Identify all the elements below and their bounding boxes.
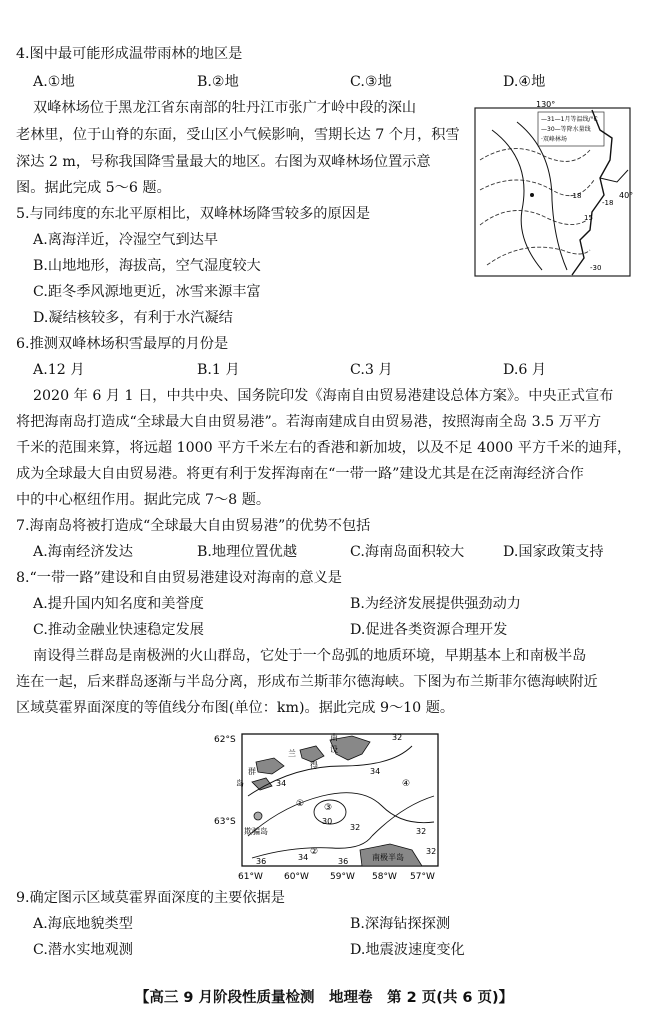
shuangfeng-location-map	[472, 100, 634, 278]
map2-lon-60: 60°W	[284, 872, 309, 882]
map2-point-1: ①	[296, 799, 305, 809]
q6-option-b: B.1 月	[197, 362, 240, 378]
q8-option-a: A.提升国内知名度和美誉度	[33, 596, 204, 612]
q4-option-c: C.③地	[350, 74, 392, 90]
map2-lon-61: 61°W	[238, 872, 263, 882]
map2-isoline-6: 32	[416, 827, 427, 836]
map2-isoline-2: 34	[370, 767, 381, 776]
map2-lon-58: 58°W	[372, 872, 397, 882]
map2-lon-57: 57°W	[410, 872, 435, 882]
shuangfeng-point	[530, 193, 534, 197]
map1-legend-isohyet: —30—等降水量线	[541, 126, 591, 133]
q4-option-a: A.①地	[33, 74, 75, 90]
passage1-line3: 深达 2 m，号称我国降雪量最大的地区。右图为双峰林场位置示意	[16, 154, 431, 170]
q5-option-a: A.离海洋近，冷湿空气到达早	[33, 232, 219, 248]
map2-isoline-1: 32	[392, 733, 403, 742]
q5-stem: 5.与同纬度的东北平原相比，双峰林场降雪较多的原因是	[16, 206, 371, 222]
q6-stem: 6.推测双峰林场积雪最厚的月份是	[16, 336, 229, 352]
page-footer: 【高三 9 月阶段性质量检测 地理卷 第 2 页(共 6 页)】	[134, 990, 514, 1006]
map1-isoline-1: -18	[570, 192, 582, 200]
map2-label-de: 得	[310, 761, 318, 770]
q9-option-d: D.地震波速度变化	[350, 942, 465, 958]
map2-lat-63: 63°S	[214, 817, 236, 827]
q6-option-d: D.6 月	[503, 362, 547, 378]
q5-option-d: D.凝结核较多，有利于水汽凝结	[33, 310, 233, 326]
map2-isoline-10: 32	[426, 847, 437, 856]
passage1-line4: 图。据此完成 5～6 题。	[16, 180, 171, 196]
map2-label-she: 设	[330, 745, 338, 754]
map2-lat-62: 62°S	[214, 735, 236, 745]
map2-label-deception: 欺骗岛	[244, 827, 268, 836]
map2-isoline-3: 34	[276, 779, 287, 788]
passage2-line4: 成为全球最大自由贸易港。将更有利于发挥海南在“一带一路”建设尤其是在泛南海经济合作	[16, 466, 584, 482]
map1-isoline-4: -30	[590, 264, 602, 272]
map2-lon-59: 59°W	[330, 872, 355, 882]
q7-option-d: D.国家政策支持	[503, 544, 604, 560]
q5-option-c: C.距冬季风源地更近，冰雪来源丰富	[33, 284, 261, 300]
map2-label-qun: 群	[248, 767, 256, 776]
passage2-line1: 2020 年 6 月 1 日，中共中央、国务院印发《海南自由贸易港建设总体方案》。中央正式宣布	[33, 388, 614, 404]
map2-label-nan: 南	[330, 733, 338, 742]
passage1-line1: 双峰林场位于黑龙江省东南部的牡丹江市张广才岭中段的深山	[33, 100, 417, 116]
moho-depth-map	[212, 726, 452, 884]
map1-lat-label: 40°	[619, 191, 634, 200]
q8-option-b: B.为经济发展提供强劲动力	[350, 596, 521, 612]
q7-option-a: A.海南经济发达	[33, 544, 133, 560]
q6-option-c: C.3 月	[350, 362, 393, 378]
map2-label-lan: 兰	[288, 749, 296, 758]
passage3-line3: 区域莫霍界面深度的等值线分布图(单位：km)。据此完成 9～10 题。	[16, 700, 455, 716]
q6-option-a: A.12 月	[33, 362, 85, 378]
map2-isoline-4: 32	[350, 823, 361, 832]
map2-point-3: ③	[324, 803, 333, 813]
passage1-line2: 老林里，位于山脊的东面，受山区小气候影响，雪期长达 7 个月，积雪	[16, 127, 460, 143]
map1-legend-forest: ·双峰林场	[541, 136, 567, 143]
map2-isoline-7: 34	[298, 853, 309, 862]
q8-option-c: C.推动金融业快速稳定发展	[33, 622, 204, 638]
q4-stem: 4.图中最可能形成温带雨林的地区是	[16, 46, 243, 62]
q5-option-b: B.山地地形，海拔高，空气湿度较大	[33, 258, 261, 274]
map2-label-dao: 岛	[236, 779, 244, 788]
q9-stem: 9.确定图示区域莫霍界面深度的主要依据是	[16, 890, 285, 906]
q7-option-b: B.地理位置优越	[197, 544, 298, 560]
map2-isoline-5: 30	[322, 817, 333, 826]
q9-option-a: A.海底地貌类型	[33, 916, 133, 932]
map2-point-2: ②	[310, 847, 319, 857]
map1-lon-label: 130°	[536, 100, 556, 109]
map1-isoline-3: 15	[584, 214, 593, 222]
q4-option-b: B.②地	[197, 74, 239, 90]
map1-isoline-2: -18	[602, 199, 614, 207]
q9-option-c: C.潜水实地观测	[33, 942, 133, 958]
passage2-line2: 将把海南岛打造成“全球最大自由贸易港”。若海南建成自由贸易港，按照海南全岛 3.5 万平方	[16, 414, 602, 430]
passage3-line2: 连在一起，后来群岛逐渐与半岛分离，形成布兰斯菲尔德海峡。下图为布兰斯菲尔德海峡附近	[16, 674, 598, 690]
map2-point-4: ④	[402, 779, 411, 789]
map2-isoline-9: 36	[338, 857, 349, 866]
q7-stem: 7.海南岛将被打造成“全球最大自由贸易港”的优势不包括	[16, 518, 371, 534]
passage3-line1: 南设得兰群岛是南极洲的火山群岛，它处于一个岛弧的地质环境，早期基本上和南极半岛	[33, 648, 587, 664]
map2-isoline-8: 36	[256, 857, 267, 866]
q9-option-b: B.深海钻探探测	[350, 916, 451, 932]
q7-option-c: C.海南岛面积较大	[350, 544, 465, 560]
q8-stem: 8.“一带一路”建设和自由贸易港建设对海南的意义是	[16, 570, 342, 586]
map2-label-antarctic-peninsula: 南极半岛	[372, 853, 404, 862]
map1-legend-isotherm: —31—1月等温线/°C	[541, 116, 598, 123]
q4-option-d: D.④地	[503, 74, 546, 90]
passage2-line3: 千米的范围来算，将远超 1000 平方千米左右的香港和新加坡，以及不足 4000 平方千米的迪拜，	[16, 440, 632, 456]
passage2-line5: 中的中心枢纽作用。据此完成 7～8 题。	[16, 492, 271, 508]
q8-option-d: D.促进各类资源合理开发	[350, 622, 508, 638]
